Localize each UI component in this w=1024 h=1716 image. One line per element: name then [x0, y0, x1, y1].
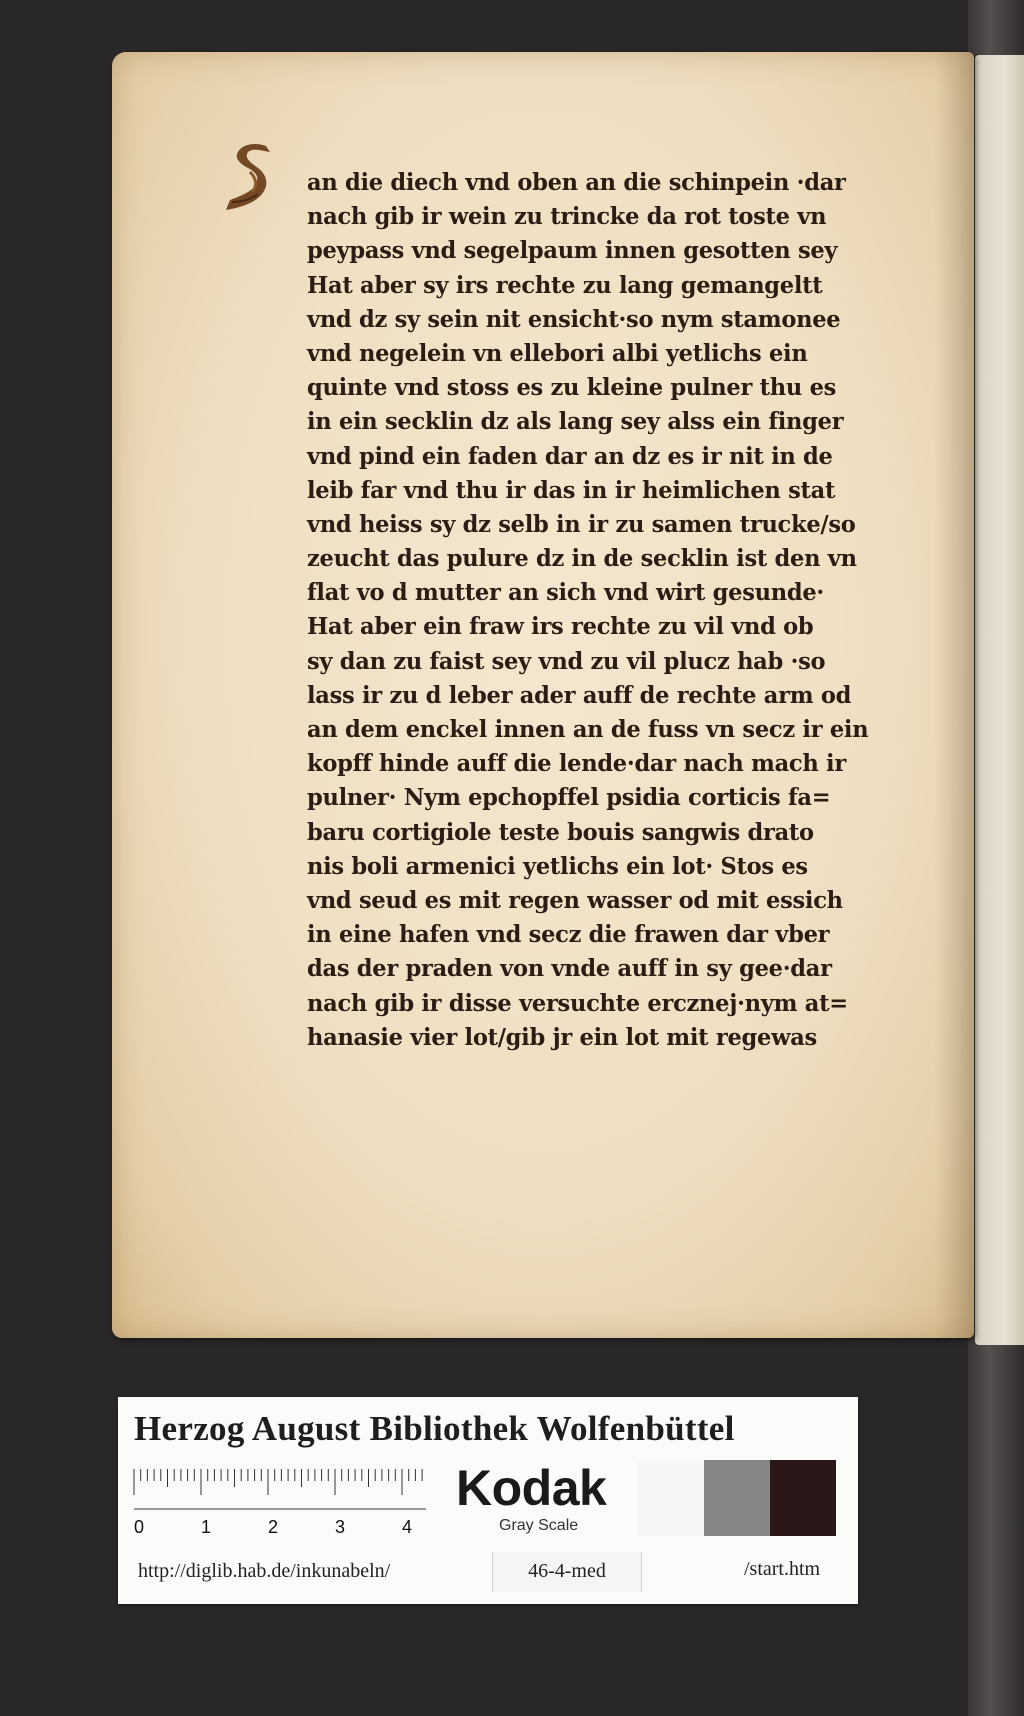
- ruler-number: 0: [134, 1517, 145, 1537]
- text-line: nach gib ir wein zu trincke da rot toste vn: [307, 202, 827, 231]
- text-line: an die diech vnd oben an die schinpein ·dar: [307, 168, 846, 196]
- text-line: vnd seud es mit regen wasser od mit essich: [307, 885, 843, 914]
- next-page-edge: [975, 55, 1024, 1345]
- black-patch: [770, 1460, 836, 1536]
- shelfmark-box: [492, 1552, 642, 1592]
- shelfmark: 46-4-med: [528, 1560, 606, 1582]
- page-text-block: [307, 165, 927, 1054]
- text-line: flat vo d mutter an sich vnd wirt gesunde·: [307, 578, 824, 607]
- text-line: vnd negelein vn ellebori albi yetlichs ein: [307, 338, 808, 367]
- url-base: http://diglib.hab.de/inkunabeln/: [138, 1560, 391, 1582]
- text-line: vnd pind ein faden dar an dz es ir nit in de: [307, 441, 833, 470]
- text-line: Hat aber sy irs rechte zu lang gemangeltt: [307, 270, 823, 299]
- color-target-card: [118, 1397, 858, 1604]
- gray-patch: [704, 1460, 770, 1536]
- text-line: pulner· Nym epchopffel psidia corticis fa=: [307, 783, 831, 812]
- text-line: an dem enckel innen an de fuss vn secz ir ein: [307, 715, 869, 743]
- ruler-number: 1: [201, 1517, 212, 1537]
- measurement-ruler: [132, 1467, 428, 1537]
- text-line: hanasie vier lot/gib jr ein lot mit regewas: [307, 1022, 817, 1051]
- library-title: Herzog August Bibliothek Wolfenbüttel: [134, 1409, 735, 1448]
- book-page: [112, 52, 974, 1338]
- gutter-shadow: [934, 52, 974, 1338]
- text-line: leib far vnd thu ir das in ir heimlichen stat: [307, 475, 836, 504]
- text-line: baru cortigiole teste bouis sangwis drato: [307, 817, 814, 846]
- white-patch: [638, 1460, 704, 1536]
- text-line: peypass vnd segelpaum innen gesotten sey: [307, 236, 838, 265]
- text-line: nach gib ir disse versuchte ercznej·nym at=: [307, 988, 848, 1017]
- url-tail: /start.htm: [744, 1558, 821, 1580]
- url-row: [118, 1552, 858, 1592]
- text-line: zeucht das pulure dz in de secklin ist den vn: [307, 544, 857, 573]
- text-line: Hat aber ein fraw irs rechte zu vil vnd ob: [307, 612, 814, 641]
- ruler-number: 4: [402, 1517, 413, 1537]
- kodak-logo: Kodak: [456, 1460, 607, 1516]
- text-line: das der praden von vnde auff in sy gee·dar: [307, 954, 832, 983]
- text-line: vnd heiss sy dz selb in ir zu samen trucke/so: [307, 509, 856, 538]
- text-line: in ein secklin dz als lang sey alss ein finger: [307, 407, 844, 436]
- ruler-number: 3: [335, 1517, 346, 1537]
- text-line: nis boli armenici yetlichs ein lot· Stos es: [307, 851, 808, 880]
- decorated-initial-s: [220, 138, 280, 228]
- text-line: vnd dz sy sein nit ensicht·so nym stamonee: [307, 304, 841, 333]
- ruler-number: 2: [268, 1517, 279, 1537]
- text-line: lass ir zu d leber ader auff de rechte arm od: [307, 680, 852, 709]
- text-line: kopff hinde auff die lende·dar nach mach ir: [307, 749, 846, 778]
- gray-scale-label: Gray Scale: [499, 1517, 579, 1534]
- text-line: in eine hafen vnd secz die frawen dar vber: [307, 920, 830, 949]
- text-line: quinte vnd stoss es zu kleine pulner thu es: [307, 373, 837, 402]
- text-line: sy dan zu faist sey vnd zu vil plucz hab ·so: [307, 646, 826, 675]
